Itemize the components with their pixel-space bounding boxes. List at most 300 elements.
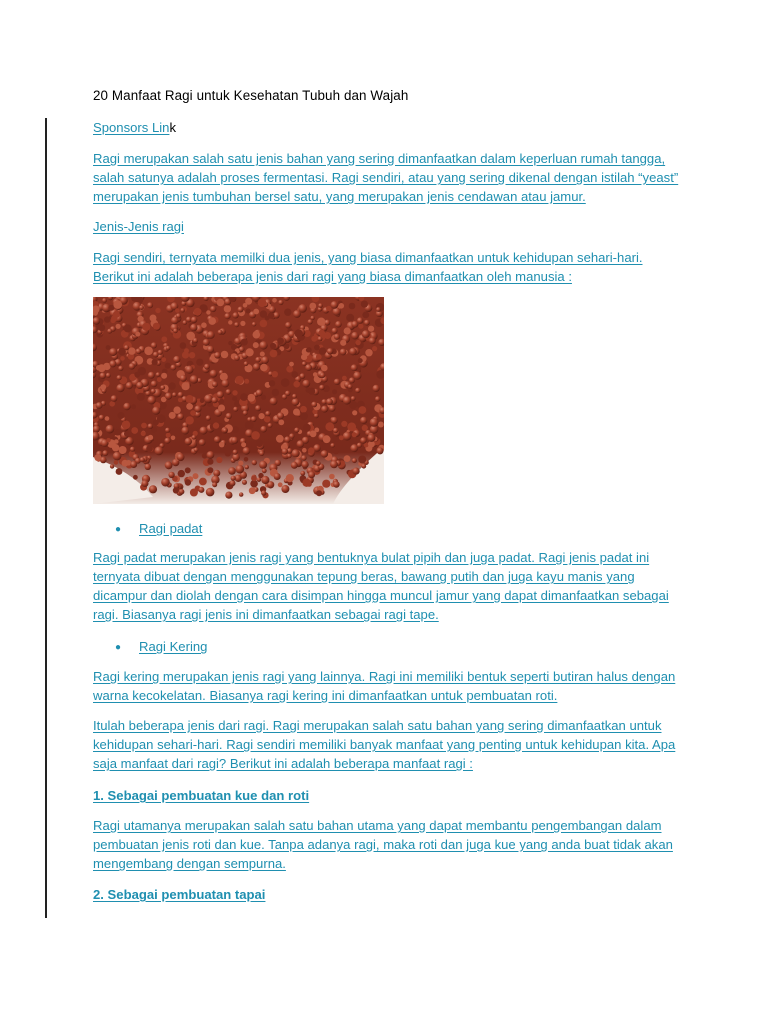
grain-dot xyxy=(307,482,312,487)
grain-dot xyxy=(153,420,159,426)
grain-dot xyxy=(292,371,299,378)
grain-dot xyxy=(329,474,335,480)
grain-dot xyxy=(246,309,251,314)
grain-dot xyxy=(184,348,189,353)
grain-dot xyxy=(161,373,167,379)
grain-dot xyxy=(177,413,184,420)
grain-dot xyxy=(261,395,266,400)
grain-dot xyxy=(349,303,356,310)
grain-dot xyxy=(166,433,171,438)
summary-line[interactable]: Itulah beberapa jenis dari ragi. Ragi merupakan salah satu bahan yang sering dimanfaatkan untuk xyxy=(93,718,662,733)
intro-line[interactable]: merupakan jenis tumbuhan bersel satu, yang merupakan jenis cendawan atau jamur. xyxy=(93,189,586,204)
grain-dot xyxy=(180,308,185,313)
grain-dot xyxy=(100,373,106,379)
grain-dot xyxy=(180,375,187,382)
grain-dot xyxy=(151,381,158,388)
grain-dot xyxy=(185,467,191,473)
grain-dot xyxy=(155,447,164,456)
grain-dot xyxy=(318,337,323,342)
grain-dot xyxy=(94,454,101,461)
grain-dot xyxy=(284,309,291,316)
grain-dot xyxy=(117,375,122,380)
grain-dot xyxy=(116,324,121,329)
grain-dot xyxy=(232,390,237,395)
grain-dot xyxy=(274,473,281,480)
grain-dot xyxy=(161,357,166,362)
grain-dot xyxy=(344,327,351,334)
grain-dot xyxy=(351,396,356,401)
grain-dot xyxy=(107,329,112,334)
padat-line[interactable]: dicampur dan diolah dengan cara disimpan hingga muncul jamur yang dapat dimanfaatkan sebagai xyxy=(93,588,669,603)
grain-dot xyxy=(344,455,351,462)
grain-dot xyxy=(353,468,360,475)
grain-dot xyxy=(325,422,334,431)
grain-dot xyxy=(159,402,166,409)
bullet-item-ragi-padat xyxy=(115,519,202,538)
grain-dot xyxy=(190,324,197,331)
grain-dot xyxy=(302,362,307,367)
grain-dot xyxy=(311,402,317,408)
jenis-heading-link[interactable]: Jenis-Jenis ragi xyxy=(93,219,184,234)
grain-dot xyxy=(351,364,358,371)
grain-dot xyxy=(305,364,312,371)
grain-dot xyxy=(261,356,269,364)
grain-dot xyxy=(319,385,324,390)
heading-manfaat-1 xyxy=(93,786,693,805)
grain-dot xyxy=(359,406,367,414)
grain-dot xyxy=(201,322,207,328)
grain-dot xyxy=(291,462,298,469)
grain-dot xyxy=(295,329,303,337)
grain-dot xyxy=(265,411,270,416)
grain-dot xyxy=(360,417,367,424)
grain-dot xyxy=(308,319,313,324)
grain-dot xyxy=(245,421,254,430)
grain-dot xyxy=(204,364,210,370)
grain-dot xyxy=(343,432,352,441)
grain-dot xyxy=(185,366,193,374)
grain-dot xyxy=(175,308,180,313)
grain-dot xyxy=(259,413,265,419)
grain-dot xyxy=(126,382,133,389)
grain-dot xyxy=(334,379,340,385)
grain-dot xyxy=(165,428,170,433)
grain-dot xyxy=(241,442,246,447)
grain-dot xyxy=(124,324,132,332)
grain-dot xyxy=(303,424,311,432)
grain-dot xyxy=(362,330,370,338)
grain-dot xyxy=(193,473,199,479)
ragi-padat-link[interactable]: Ragi padat xyxy=(139,521,203,536)
grain-dot xyxy=(186,416,194,424)
grain-dot xyxy=(292,394,297,399)
grain-dot xyxy=(102,450,108,456)
grain-dot xyxy=(219,442,225,448)
grain-dot xyxy=(203,339,210,346)
grain-dot xyxy=(260,352,265,357)
grain-dot xyxy=(372,346,377,351)
grain-dot xyxy=(272,298,277,303)
grain-dot xyxy=(253,331,261,339)
grain-dot xyxy=(207,346,214,353)
grain-dot xyxy=(252,322,256,326)
grain-dot xyxy=(106,345,111,350)
grain-dot xyxy=(293,310,301,318)
intro-line[interactable]: Ragi merupakan salah satu jenis bahan yang sering dimanfaatkan dalam keperluan rumah tangga, xyxy=(93,151,666,166)
grain-dot xyxy=(334,449,339,454)
grain-dot xyxy=(306,348,311,353)
grain-dot xyxy=(136,348,142,354)
grain-dot xyxy=(161,478,170,487)
grain-dot xyxy=(199,478,207,486)
grain-dot xyxy=(106,438,110,442)
grain-dot xyxy=(352,432,357,437)
grain-dot xyxy=(251,416,257,422)
padat-line[interactable]: ragi. Biasanya ragi jenis ini dimanfaatkan sebagai ragi tape. xyxy=(93,607,439,622)
manfaat-1-paragraph xyxy=(93,816,693,873)
grain-dot xyxy=(133,475,138,480)
grain-dot xyxy=(210,370,218,378)
grain-dot xyxy=(165,363,171,369)
summary-paragraph xyxy=(93,716,693,773)
grain-dot xyxy=(308,471,315,478)
grain-dot xyxy=(151,342,157,348)
grain-dot xyxy=(284,344,289,349)
grain-dot xyxy=(346,314,354,322)
grain-dot xyxy=(212,397,218,403)
grain-dot xyxy=(278,482,283,487)
intro-line[interactable]: salah satunya adalah proses fermentasi. Ragi sendiri, atau yang sering dikenal dengan istilah “yeast” xyxy=(93,170,679,185)
grain-dot xyxy=(378,422,384,428)
grain-dot xyxy=(243,411,248,416)
grain-dot xyxy=(300,471,305,476)
summary-line[interactable]: saja manfaat dari ragi? Berikut ini adalah beberapa manfaat ragi : xyxy=(93,756,473,771)
sponsors-link-tail: k xyxy=(169,120,176,135)
grain-dot xyxy=(109,348,117,356)
grain-dot xyxy=(270,343,276,349)
grain-dot xyxy=(223,428,228,433)
grain-dot xyxy=(242,480,247,485)
heading-2-link[interactable]: 2. Sebagai pembuatan tapai xyxy=(93,887,266,902)
grain-dot xyxy=(251,475,257,481)
grain-dot xyxy=(171,436,176,441)
grain-dot xyxy=(249,487,256,494)
grain-dot xyxy=(260,426,267,433)
grain-dot xyxy=(264,416,271,423)
grain-dot xyxy=(124,431,129,436)
grain-dot xyxy=(179,489,185,495)
grain-dot xyxy=(294,428,299,433)
grain-dot xyxy=(122,421,131,430)
grain-dot xyxy=(186,395,194,403)
grain-dot xyxy=(109,401,115,407)
grain-dot xyxy=(355,388,360,393)
grain-dot xyxy=(220,373,228,381)
sponsors-link[interactable]: Sponsors Lin xyxy=(93,120,170,135)
grain-dot xyxy=(330,443,335,448)
grain-dot xyxy=(300,406,307,413)
manfaat-1-line[interactable]: Ragi utamanya merupakan salah satu bahan utama yang dapat membantu pengembangan dalam xyxy=(93,818,662,833)
grain-dot xyxy=(142,323,150,331)
grain-dot xyxy=(300,412,308,420)
grain-dot xyxy=(322,399,327,404)
grain-dot xyxy=(313,444,320,451)
grain-dot xyxy=(256,440,263,447)
grain-dot xyxy=(224,305,231,312)
grain-dot xyxy=(164,438,170,444)
grain-dot xyxy=(246,348,254,356)
summary-line[interactable]: kehidupan sehari-hari. Ragi sendiri memiliki banyak manfaat yang penting untuk kehidupan kita. Apa xyxy=(93,737,676,752)
grain-dot xyxy=(116,384,124,392)
grain-dot xyxy=(244,361,249,366)
grain-dot xyxy=(247,394,255,402)
grain-dot xyxy=(141,423,147,429)
grain-dot xyxy=(218,330,223,335)
bullet-item-ragi-kering xyxy=(115,637,207,656)
grain-dot xyxy=(194,448,199,453)
document-title: 20 Manfaat Ragi untuk Kesehatan Tubuh dan Wajah xyxy=(93,88,409,103)
grain-dot xyxy=(105,416,110,421)
grain-dot xyxy=(177,453,185,461)
grain-dot xyxy=(341,421,347,427)
grain-dot xyxy=(207,459,213,465)
kering-line[interactable]: Ragi kering merupakan jenis ragi yang lainnya. Ragi ini memiliki bentuk seperti butiran halus dengan xyxy=(93,669,676,684)
grain-dot xyxy=(114,439,119,444)
grain-dot xyxy=(135,332,140,337)
grain-dot xyxy=(93,426,100,433)
grain-dot xyxy=(327,348,333,354)
grain-dot xyxy=(233,450,238,455)
grain-dot xyxy=(233,407,238,412)
grain-dot xyxy=(225,492,232,499)
grain-dot xyxy=(141,431,146,436)
grain-dot xyxy=(321,365,328,372)
grain-dot xyxy=(217,391,224,398)
grain-dot xyxy=(169,412,176,419)
grain-dot xyxy=(104,316,110,322)
grain-dot xyxy=(173,356,180,363)
grain-dot xyxy=(111,315,117,321)
sponsor-line xyxy=(93,118,693,137)
grain-dot xyxy=(185,438,192,445)
grain-dot xyxy=(191,317,197,323)
grain-dot xyxy=(348,384,353,389)
grain-dot xyxy=(245,298,252,305)
grain-dot xyxy=(357,443,362,448)
grain-dot xyxy=(230,480,236,486)
grain-dot xyxy=(310,430,317,437)
grain-dot xyxy=(252,460,257,465)
padat-line[interactable]: Ragi padat merupakan jenis ragi yang bentuknya bulat pipih dan juga padat. Ragi jenis padat ini xyxy=(93,550,650,565)
red-grains-photo xyxy=(93,297,384,504)
grain-dot xyxy=(114,460,119,465)
grain-dot xyxy=(358,456,366,464)
grain-dot xyxy=(131,427,138,434)
grain-dot xyxy=(214,352,221,359)
grain-dot xyxy=(308,388,315,395)
grain-dot xyxy=(130,447,135,452)
grain-dot xyxy=(96,365,101,370)
grain-dot xyxy=(173,487,179,493)
manfaat-1-line[interactable]: pembuatan jenis roti dan kue. Tanpa adanya ragi, maka roti dan juga kue yang anda buat tidak akan xyxy=(93,837,673,852)
heading-1-link[interactable]: 1. Sebagai pembuatan kue dan roti xyxy=(93,788,310,803)
grain-dot xyxy=(100,384,106,390)
grain-dot xyxy=(244,457,249,462)
grain-dot xyxy=(358,324,363,329)
grain-dot xyxy=(120,356,125,361)
grain-dot xyxy=(282,394,287,399)
jenis-intro-line[interactable]: Ragi sendiri, ternyata memilki dua jenis, yang biasa dimanfaatkan untuk kehidupan sehari-hari. xyxy=(93,250,643,265)
grain-dot xyxy=(308,447,315,454)
grain-dot xyxy=(322,480,330,488)
grain-dot xyxy=(269,380,275,386)
grain-dot xyxy=(139,305,144,310)
grain-dot xyxy=(225,450,231,456)
grain-dot xyxy=(334,334,340,340)
grain-dot xyxy=(340,349,347,356)
grain-dot xyxy=(113,300,122,309)
grain-dot xyxy=(114,429,120,435)
grain-dot xyxy=(347,422,356,431)
grain-dot xyxy=(218,405,225,412)
grain-dot xyxy=(208,317,216,325)
grain-dot xyxy=(206,310,210,314)
grain-dot xyxy=(319,330,326,337)
grain-dot xyxy=(147,396,155,404)
grain-dot xyxy=(231,437,238,444)
grain-dot xyxy=(216,457,222,463)
grain-dot xyxy=(152,359,158,365)
grain-dot xyxy=(253,309,259,315)
grain-dot xyxy=(339,435,344,440)
grain-dot xyxy=(171,317,179,325)
grain-dot xyxy=(360,437,366,443)
grain-dot xyxy=(173,328,178,333)
grain-dot xyxy=(152,407,160,415)
grain-dot xyxy=(351,332,359,340)
grain-dot xyxy=(131,404,136,409)
grain-dot xyxy=(198,487,204,493)
grain-dot xyxy=(335,321,342,328)
grain-dot xyxy=(339,303,345,309)
grain-dot xyxy=(255,357,261,363)
grain-dot xyxy=(369,337,376,344)
grain-dot xyxy=(145,464,151,470)
grain-dot xyxy=(270,350,278,358)
grain-dot xyxy=(316,490,322,496)
grain-dot xyxy=(137,393,145,401)
grain-dot xyxy=(228,467,236,475)
grain-dot xyxy=(326,306,331,311)
grain-dot xyxy=(276,435,284,443)
grain-dot xyxy=(240,393,248,401)
grain-dot xyxy=(278,300,283,305)
bullet-icon: ● xyxy=(115,642,122,653)
grain-dot xyxy=(185,479,191,485)
grain-dot xyxy=(119,446,127,454)
grain-dot xyxy=(368,326,374,332)
grain-dot xyxy=(172,392,177,397)
grain-dot xyxy=(373,385,380,392)
grain-dot xyxy=(355,340,360,345)
grain-dot xyxy=(297,440,305,448)
grain-dot xyxy=(352,458,357,463)
grain-dot xyxy=(331,301,339,309)
grain-dot xyxy=(329,405,335,411)
revision-bar xyxy=(45,118,47,918)
grain-dot xyxy=(253,342,259,348)
jenis-intro-line[interactable]: Berikut ini adalah beberapa jenis dari ragi yang biasa dimanfaatkan oleh manusia : xyxy=(93,269,572,284)
grain-dot xyxy=(150,315,157,322)
intro-paragraph xyxy=(93,149,693,206)
padat-line[interactable]: ternyata dibuat dengan menggunakan tepung beras, bawang putih dan juga kayu manis yang xyxy=(93,569,635,584)
grain-dot xyxy=(149,485,157,493)
grain-dot xyxy=(314,345,320,351)
grain-dot xyxy=(259,341,267,349)
padat-paragraph xyxy=(93,548,693,624)
grain-dot xyxy=(278,419,284,425)
grain-dot xyxy=(255,405,261,411)
grain-dot xyxy=(362,312,369,319)
grain-dot xyxy=(173,406,180,413)
grain-dot xyxy=(268,312,274,318)
grain-dot xyxy=(330,461,338,469)
grain-dot xyxy=(232,453,240,461)
grain-dot xyxy=(352,410,357,415)
grain-dot xyxy=(142,480,149,487)
grain-dot xyxy=(153,323,160,330)
grain-dot xyxy=(301,354,307,360)
grain-dot xyxy=(362,425,368,431)
grain-dot xyxy=(282,448,288,454)
grain-dot xyxy=(116,468,123,475)
kering-line[interactable]: warna kecokelatan. Biasanya ragi kering ini dimanfaatkan untuk pembuatan roti. xyxy=(93,688,558,703)
grain-dot xyxy=(170,365,176,371)
grain-dot xyxy=(259,451,264,456)
grain-dot xyxy=(111,395,118,402)
grain-dot xyxy=(166,346,171,351)
grain-dot xyxy=(333,481,340,488)
grain-dot xyxy=(302,448,307,453)
grain-dot xyxy=(316,461,321,466)
manfaat-1-line[interactable]: mengembang dengan sempurna. xyxy=(93,856,286,871)
grain-dot xyxy=(259,461,267,469)
grain-dot xyxy=(99,415,105,421)
grain-dot xyxy=(118,412,125,419)
grain-dot xyxy=(180,342,187,349)
grain-dot xyxy=(129,363,135,369)
grain-dot xyxy=(222,380,230,388)
grain-dot xyxy=(316,354,322,360)
grain-dot xyxy=(286,366,293,373)
grain-dot xyxy=(285,322,291,328)
grain-dot xyxy=(206,488,215,497)
grain-dot xyxy=(253,363,260,370)
ragi-kering-link[interactable]: Ragi Kering xyxy=(139,639,208,654)
grain-dot xyxy=(361,464,366,469)
grain-dot xyxy=(168,472,174,478)
grain-dot xyxy=(238,307,244,313)
grain-dot xyxy=(287,454,292,459)
grain-dot xyxy=(332,328,338,334)
grain-dot xyxy=(262,468,267,473)
grain-dot xyxy=(238,461,243,466)
grain-dot xyxy=(178,398,183,403)
grain-dot xyxy=(349,348,357,356)
grain-dot xyxy=(326,398,333,405)
grain-dot xyxy=(194,308,202,316)
grain-dot xyxy=(189,352,195,358)
